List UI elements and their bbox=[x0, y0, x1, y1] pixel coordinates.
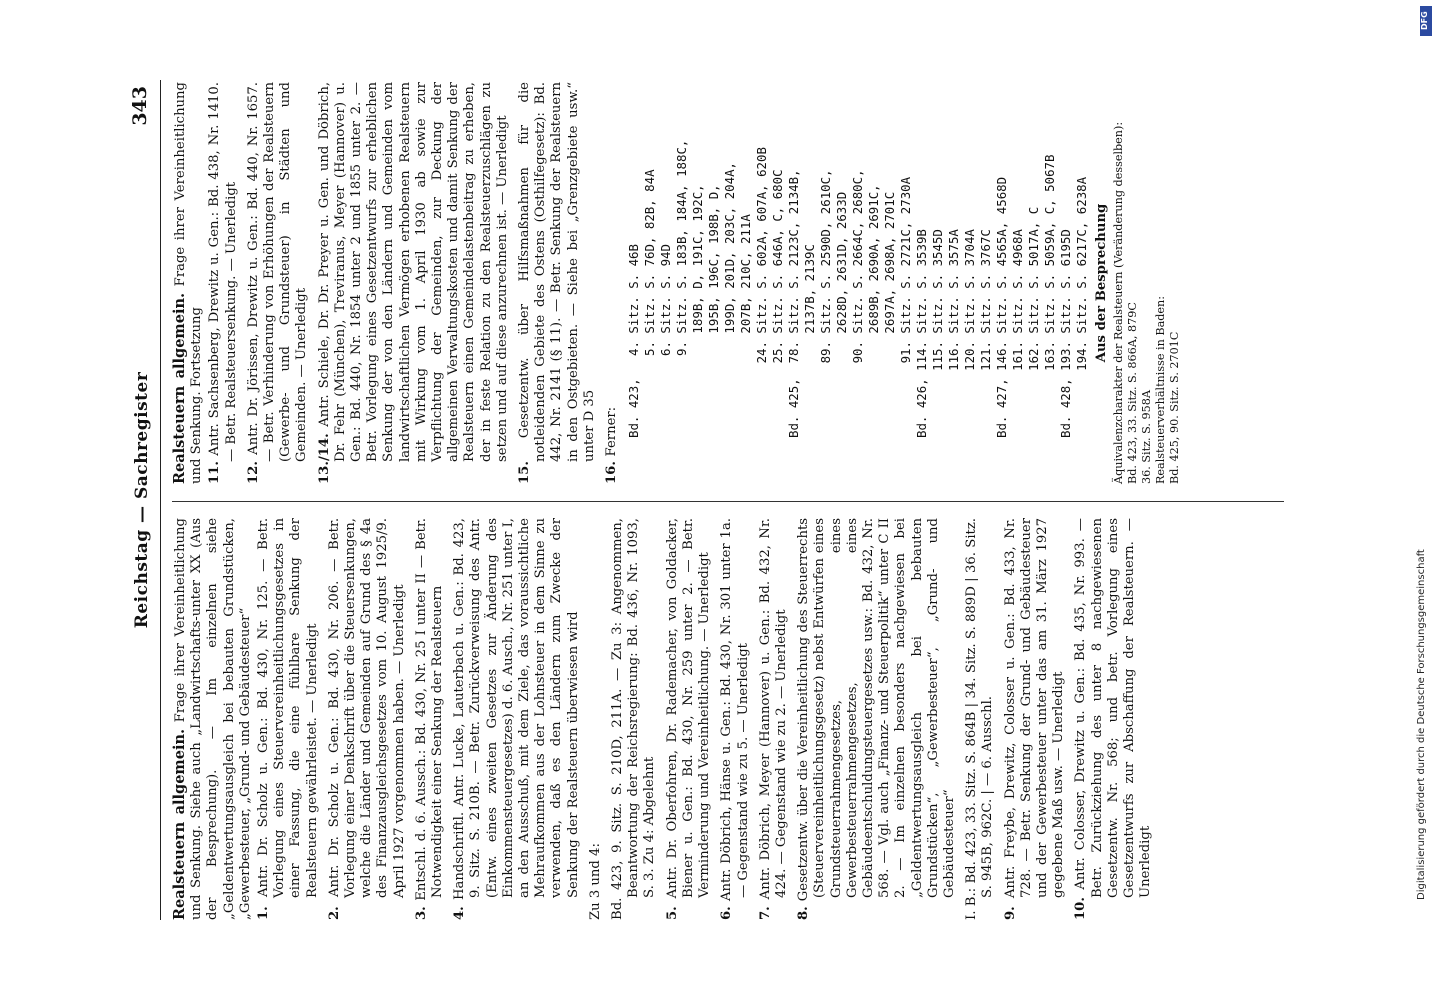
sitting-reference-line: 207B, 210C, 211A bbox=[738, 214, 754, 438]
entry-text: Antr. Dr. Scholz u. Gen.: Bd. 430, Nr. 206. — Betr. Vorlegung einer Denkschrift über die Steuersenkungen, welche die Länder und Gemeinden auf Grund des § 4a des Finanzausgleichsgesetzes vom 10. August 1925/9. April 1927 vorgenommen haben. — Unerledigt bbox=[326, 517, 407, 898]
aus-der-besprechung-line: Äquivalenzcharakter der Realsteuern (Veränderung desselben): bbox=[1112, 121, 1126, 484]
left-entry-intro bbox=[172, 518, 254, 920]
aus-der-besprechung-list bbox=[1112, 82, 1182, 484]
right-entry bbox=[517, 82, 598, 484]
entry-text: Entschl. d. 6. Aussch.: Bd. 430, Nr. 25 I unter II — Betr. Notwendigkeit einer Senkung der Realsteuern bbox=[413, 517, 446, 901]
sitting-reference-line: 2697A, 2698A, 2701C bbox=[882, 191, 898, 438]
left-entry bbox=[610, 518, 659, 920]
right-intro-text: Frage ihrer Vereinheitlichung und Senkung. Fortsetzung bbox=[173, 82, 205, 484]
entry-number: 5. bbox=[664, 898, 680, 920]
entry-text: I. B.: Bd. 423, 33. Sitz. S. 864B | 34. Sitz. S. 889D | 36. Sitz. S. 945B, 962C. | — 6. Ausschl. bbox=[964, 518, 996, 920]
sitting-reference-line: 199D, 201D, 203C, 204A, bbox=[722, 161, 738, 438]
entry-text: Gesetzentw. über Hilfsmaßnahmen für die notleidenden Gebiete des Ostens (Osthilfegesetz): Bd. 442, Nr. 2141 (§ 11). — Betr. Senkung der Realsteuern in den Ostgebieten. — Siehe bei „Grenzgebiete usw.“ unter D 35 bbox=[517, 82, 597, 462]
left-entry bbox=[414, 518, 446, 920]
entry-text: Bd. 423, 9. Sitz. S. 210D, 211A. — Zu 3: Angenommen, Beantwortung der Reichsregierung: Bd. 436, Nr. 1093, S. 3. Zu 4: Abgelehnt bbox=[610, 518, 658, 920]
entry-number: 2. bbox=[326, 897, 342, 920]
aus-der-besprechung-line: Realsteuerverhältnisse in Baden: bbox=[1154, 296, 1168, 484]
sitting-reference-line: Bd. 425, 78. Sitz. S. 2123C, 2134B, bbox=[786, 169, 802, 438]
entry-number: 7. bbox=[757, 899, 773, 920]
sitting-reference-line: 2689B, 2690A, 2691C, bbox=[866, 184, 882, 438]
right-entry bbox=[207, 82, 239, 484]
left-entry bbox=[256, 518, 321, 920]
entry-number: 3. bbox=[413, 900, 429, 920]
sitting-reference-list bbox=[626, 82, 1090, 484]
sitting-reference-line: 163. Sitz. S. 5059A, C, 5067B bbox=[1042, 154, 1058, 438]
left-entry bbox=[964, 518, 996, 920]
left-column bbox=[172, 518, 1160, 920]
entry-text: Antr. Sachsenberg, Drewitz u. Gen.: Bd. 438, Nr. 1410. — Betr. Realsteuersenkung. — Unerledigt bbox=[207, 82, 239, 462]
sitting-reference-line: 2137B, 2139C bbox=[802, 244, 818, 438]
running-title: Reichstag — Sachregister bbox=[132, 371, 152, 629]
entry-text: Antr. Schiele, Dr. Dr. Preyer u. Gen. und Döbrich, Dr. Fehr (München), Treviranus, Meyer (Hannover) u. Gen.: Bd. 440, Nr. 1854 unter 2 und 1855 unter 2. — Betr. Vorlegung eines Gesetzentwurfs zur erheblichen Senkung der von den Ländern und Gemeinden vom landwirtschaftlichen Vermögen erhobenen Realsteuern mit Wirkung vom 1. April 1930 ab sowie zur Verpflichtung der Gemeinden, zur Deckung der allgemeinen Verwaltungskosten und damit Senkung der Realsteuern einen Gemeindelastenbeitrag zu erheben, der in feste Relation zu den Realsteuerzuschlägen zu setzen und auf diese anzurechnen ist. — Unerledigt bbox=[316, 81, 510, 462]
entry-number: 12. bbox=[245, 454, 261, 484]
entry-number: 9. bbox=[1002, 898, 1018, 920]
entry-text: Antr. Freybe, Drewitz, Colosser u. Gen.: Bd. 433, Nr. 728. — Betr. Senkung der Grund- und Gebäudesteuer und der Gewerbesteuer unter das am 31. März 1927 gegebene Maß usw. — Unerledigt bbox=[1002, 518, 1067, 899]
entry-number: 15. bbox=[517, 438, 533, 484]
sitting-reference-line: 161. Sitz. S. 4968A bbox=[1010, 229, 1026, 438]
entry-text: Antr. Döbrich, Hänse u. Gen.: Bd. 430, Nr. 301 unter 1a. — Gegenstand wie zu 5. — Unerledigt bbox=[719, 518, 751, 901]
sitting-reference-line: Bd. 428, 193. Sitz. S. 6195D bbox=[1058, 229, 1074, 438]
entry-number: 10. bbox=[1073, 889, 1089, 920]
sitting-reference-line: 25. Sitz. S. 646A, C, 680C bbox=[770, 169, 786, 438]
sitting-reference-line: 195B, 196C, 198B, D, bbox=[706, 184, 722, 438]
entry-number: 6. bbox=[719, 901, 735, 920]
right-column bbox=[172, 82, 1182, 484]
entry-text: Antr. Dr. Oberfohren, Dr. Rademacher, von Goldacker, Biener u. Gen.: Bd. 430, Nr. 259 unter 2. — Betr. Verminderung und Vereinheitlichung. — Unerledigt bbox=[664, 517, 713, 899]
right-heading: Realsteuern allgemein. bbox=[171, 292, 188, 484]
right-entry bbox=[604, 82, 620, 484]
sitting-reference-line: 121. Sitz. S. 3767C bbox=[978, 229, 994, 438]
aus-der-besprechung-line: Bd. 425, 90. Sitz. S. 2701C bbox=[1168, 331, 1182, 484]
sitting-reference-line: 9. Sitz. S. 183B, 184A, 188C, bbox=[674, 139, 690, 438]
sitting-reference-line: 194. Sitz. S. 6217C, 6238A bbox=[1074, 176, 1090, 438]
entry-text: Handschriftl. Antr. Lucke, Lauterbach u. Gen.: Bd. 423, 9. Sitz. S. 210B. — Betr. Zurückverweisung des Antr. (Entw. eines zweiten Gesetzes zur Änderung des Einkommensteuergesetzes) d. 6. Ausch., Nr. 251 unter I, an den Ausschuß, mit dem Ziele, das voraussichtliche Mehraufkommen aus der Lohnsteuer in dem Sinne zu verwenden, daß es den Ländern zum Zwecke der Senkung der Realsteuern überwiesen wird bbox=[452, 518, 581, 901]
entry-text: Antr. Döbrich, Meyer (Hannover) u. Gen.: Bd. 432, Nr. 424. — Gegenstand wie zu 2. — Unerledigt bbox=[757, 517, 789, 900]
left-entry bbox=[327, 518, 408, 920]
sitting-reference-line: 24. Sitz. S. 602A, 607A, 620B bbox=[754, 147, 770, 438]
right-entry bbox=[246, 82, 311, 484]
entry-text: Antr. Colosser, Drewitz u. Gen.: Bd. 435, Nr. 993. — Betr. Zurückziehung des unter 8 nachgewiesenen Gesetzentw. Nr. 568; und betr. Vorlegung eines Gesetzentwurfs zur Abschaffung der Realsteuern. — Unerledigt bbox=[1073, 518, 1154, 898]
sitting-reference-line: 89. Sitz. S. 2590D, 2610C, bbox=[818, 169, 834, 438]
sitting-reference-line: Bd. 426, 114. Sitz. S. 3539B bbox=[914, 229, 930, 438]
column-divider bbox=[172, 501, 1284, 502]
aus-der-besprechung-line: 36. Sitz. S. 958A bbox=[1140, 390, 1154, 484]
entry-number: 4. bbox=[452, 900, 468, 920]
aus-der-besprechung-line: Bd. 423, 33. Sitz. S. 866A, 879C bbox=[1126, 302, 1140, 484]
left-entry bbox=[1073, 518, 1154, 920]
entry-number: 16. bbox=[604, 456, 620, 484]
sitting-reference-line: 162. Sitz. S. 5017A, C bbox=[1026, 206, 1042, 438]
sitting-reference-line: 116. Sitz. S. 3575A bbox=[946, 229, 962, 438]
left-entry bbox=[719, 518, 751, 920]
left-entry bbox=[1003, 518, 1068, 920]
sitting-reference-line: Bd. 423, 4. Sitz. S. 46B bbox=[626, 244, 642, 438]
right-items bbox=[207, 82, 620, 484]
entry-text: Ferner: bbox=[604, 406, 620, 457]
left-entry bbox=[665, 518, 714, 920]
sitting-reference-line: 6. Sitz. S. 94D bbox=[658, 244, 674, 438]
entry-text: Antr. Dr. Jörissen, Drewitz u. Gen.: Bd. 440, Nr. 1657. — Betr. Verhinderung von Erhöhungen der Realsteuern (Gewerbe- und Grundsteuer) in Städten und Gemeinden. — Unerledigt bbox=[245, 82, 310, 462]
entry-text: Gesetzentw. über die Vereinheitlichung des Steuerrechts (Steuervereinheitlichungsgesetz) nebst Entwürfen eines Grundsteuerrahmengesetzes, eines Gewerbesteuerrahmengesetzes, eines Gebäudeentschuldungsteuergesetzes usw.: Bd. 432, Nr. 568. — Vgl. auch „Finanz- und Steuerpolitik“ unter C II 2. — Im einzelnen besonders nachgewiesen bei „Geldentwertungsausgleich bei bebauten Grundstücken“, „Gewerbesteuer“, „Grund- und Gebäudesteuer“ bbox=[796, 517, 957, 902]
sitting-reference-line: 189B, D, 191C, 192C, bbox=[690, 184, 706, 438]
running-header bbox=[130, 80, 156, 920]
header-rule bbox=[160, 80, 161, 920]
right-entry bbox=[317, 82, 511, 484]
left-heading: Realsteuern allgemein. bbox=[171, 728, 188, 920]
aus-der-besprechung-heading: Aus der Besprechung bbox=[1094, 203, 1110, 363]
rotated-page-content bbox=[130, 80, 1290, 920]
sitting-reference-line: 120. Sitz. S. 3704A bbox=[962, 229, 978, 438]
sitting-reference-line: 91. Sitz. S. 2721C, 2730A bbox=[898, 176, 914, 438]
entry-text: Antr. Dr. Scholz u. Gen.: Bd. 430, Nr. 125. — Betr. Vorlegung eines Steuervereinheitlichungsgesetzes in einer Fassung, die eine fühlbare Senkung der Realsteuern gewährleistet. — Unerledigt bbox=[256, 517, 320, 898]
entry-number: 1. bbox=[256, 897, 272, 920]
entry-text: Zu 3 und 4: bbox=[587, 843, 603, 920]
left-intro-text: Frage ihrer Vereinheitlichung und Senkung. Siehe auch „Landwirtschafts-unter XX (Aus der Besprechung). — Im einzelnen siehe „Geldentwertungsausgleich bei bebauten Grundstücken, „Gewerbesteuer, „Grund- und Gebäudesteuer“ bbox=[173, 518, 253, 920]
sitting-reference-line: 2628D, 2631D, 2633D bbox=[834, 191, 850, 438]
left-entry bbox=[758, 518, 790, 920]
entry-number: 8. bbox=[796, 901, 812, 920]
entry-number: 13./14. bbox=[316, 426, 332, 484]
left-entry bbox=[452, 518, 582, 920]
entry-number: 11. bbox=[207, 455, 223, 484]
page-number: 343 bbox=[129, 86, 151, 126]
right-entry-intro bbox=[172, 82, 205, 484]
left-entry bbox=[588, 518, 604, 920]
sitting-reference-line: 115. Sitz. S. 3545D bbox=[930, 229, 946, 438]
left-entry bbox=[796, 518, 958, 920]
left-items bbox=[256, 518, 1154, 920]
sitting-reference-line: Bd. 427, 146. Sitz. S. 4565A, 4568D bbox=[994, 176, 1010, 438]
dfg-logo: DFG bbox=[1420, 6, 1432, 36]
dfg-credit-line: Digitalisierung gefördert durch die Deutsche Forschungsgemeinschaft bbox=[1416, 549, 1427, 900]
sitting-reference-line: 90. Sitz. S. 2664C, 2680C, bbox=[850, 169, 866, 438]
sitting-reference-line: 5. Sitz. S. 76D, 82B, 84A bbox=[642, 169, 658, 438]
